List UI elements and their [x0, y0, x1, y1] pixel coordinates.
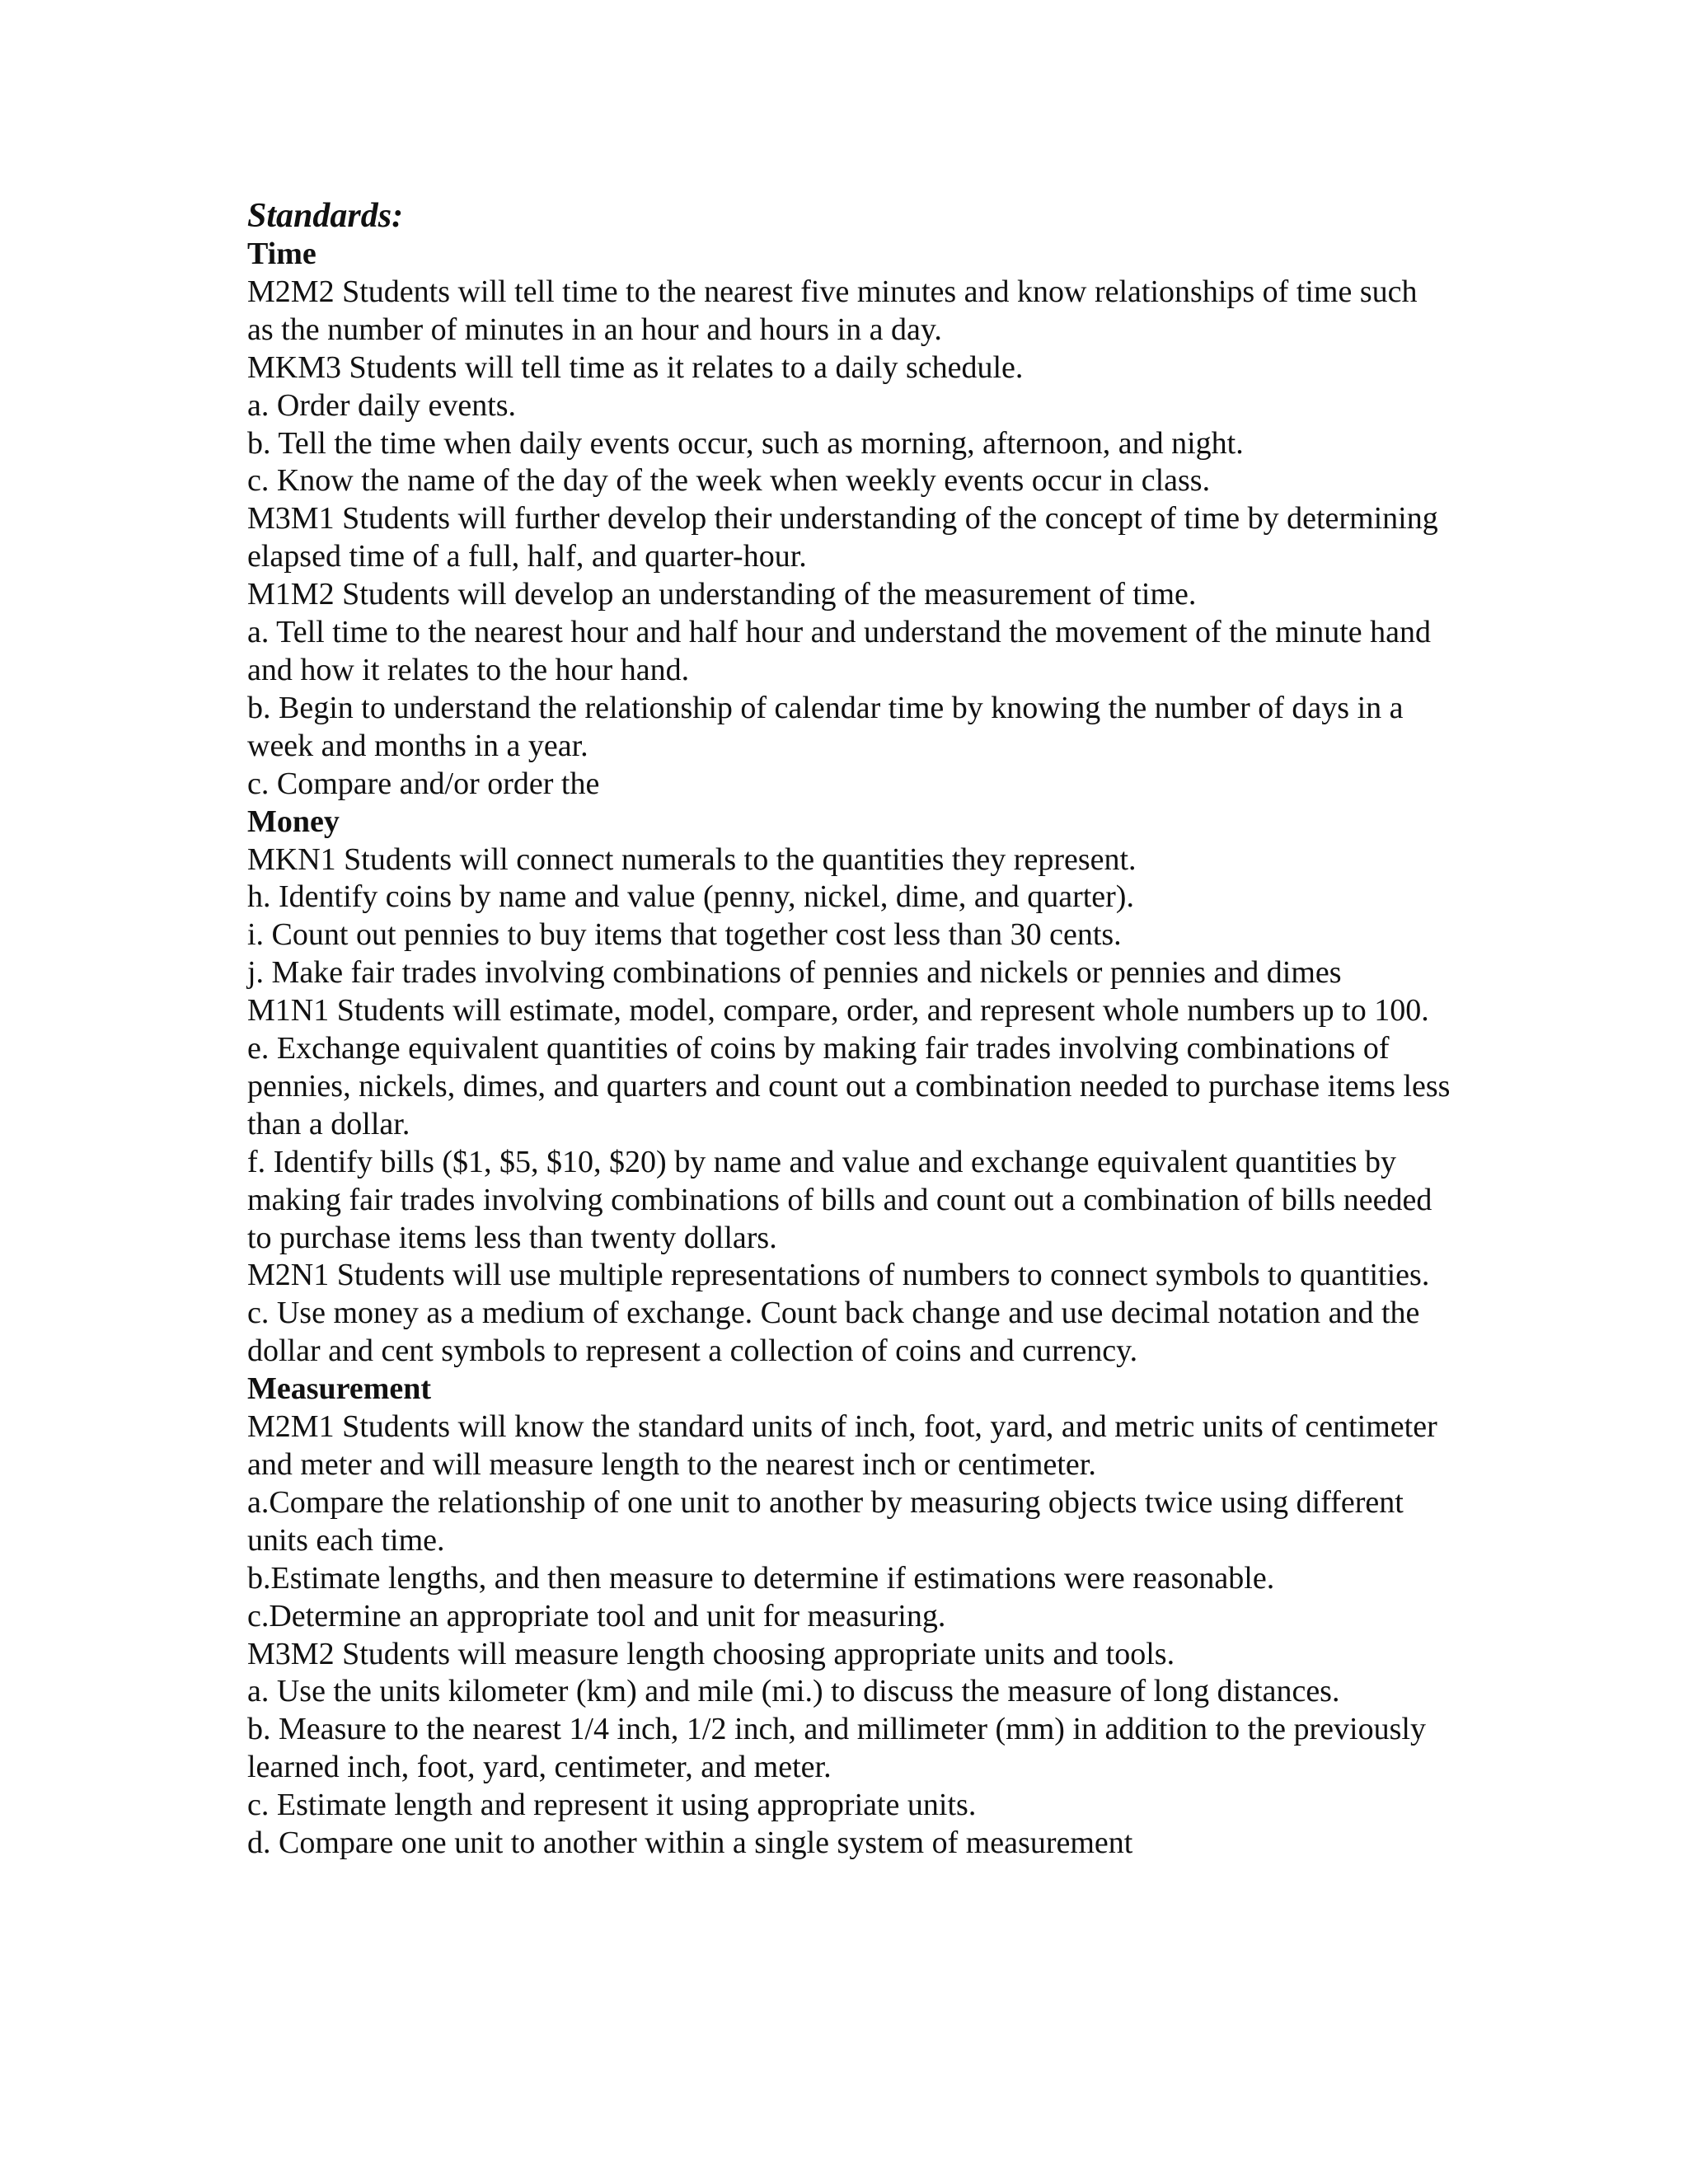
- standard-line: b. Measure to the nearest 1/4 inch, 1/2 inch, and millimeter (mm) in addition to the previously learned inch, foot, yard, centimeter, and meter.: [247, 1712, 1426, 1785]
- standard-line: M3M1 Students will further develop their understanding of the concept of time by determining elapsed time of a full, half, and quarter-hour.: [247, 501, 1438, 574]
- standard-line: M1M2 Students will develop an understanding of the measurement of time.: [247, 577, 1197, 612]
- section-heading-time: Time: [247, 237, 316, 271]
- standard-line: M2M1 Students will know the standard units of inch, foot, yard, and metric units of centimeter and meter and will measure length to the nearest inch or centimeter.: [247, 1409, 1437, 1482]
- standard-line: f. Identify bills ($1, $5, $10, $20) by name and value and exchange equivalent quantities by making fair trades involving combinations of bills and count out a combination of bills needed to purchase items less than twenty dollars.: [247, 1144, 1432, 1255]
- standard-line: a.Compare the relationship of one unit to another by measuring objects twice using different units each time.: [247, 1484, 1404, 1558]
- standard-line: M2N1 Students will use multiple representations of numbers to connect symbols to quantities.: [247, 1258, 1430, 1293]
- standard-line: M3M2 Students will measure length choosing appropriate units and tools.: [247, 1636, 1175, 1671]
- standard-line: a. Order daily events.: [247, 387, 517, 423]
- standard-line: j. Make fair trades involving combinations of pennies and nickels or pennies and dimes: [247, 955, 1342, 991]
- section-money: [247, 804, 1451, 1371]
- section-measurement: [247, 1371, 1451, 1863]
- standard-line: b. Begin to understand the relationship of calendar time by knowing the number of days in a week and months in a year.: [247, 690, 1404, 763]
- standard-line: i. Count out pennies to buy items that together cost less than 30 cents.: [247, 917, 1122, 953]
- standard-line: a. Use the units kilometer (km) and mile (mi.) to discuss the measure of long distances.: [247, 1674, 1340, 1709]
- standard-line: MKN1 Students will connect numerals to the quantities they represent.: [247, 841, 1137, 877]
- section-heading-measurement: Measurement: [247, 1371, 432, 1407]
- standard-line: c. Compare and/or order the: [247, 766, 600, 801]
- standard-line: MKM3 Students will tell time as it relates to a daily schedule.: [247, 349, 1024, 385]
- standard-line: c. Estimate length and represent it using appropriate units.: [247, 1788, 977, 1823]
- standard-line: b. Tell the time when daily events occur, such as morning, afternoon, and night.: [247, 425, 1244, 461]
- standard-line: c. Use money as a medium of exchange. Count back change and use decimal notation and the dollar and cent symbols to represent a collection of coins and currency.: [247, 1296, 1420, 1369]
- standard-line: c. Know the name of the day of the week when weekly events occur in class.: [247, 463, 1211, 499]
- document-body: [247, 196, 1451, 1863]
- standard-line: M2M2 Students will tell time to the nearest five minutes and know relationships of time such as the number of minutes in an hour and hours in a day.: [247, 274, 1418, 347]
- standard-line: c.Determine an appropriate tool and unit for measuring.: [247, 1598, 946, 1633]
- standard-line: b.Estimate lengths, and then measure to determine if estimations were reasonable.: [247, 1560, 1275, 1596]
- standard-line: d. Compare one unit to another within a single system of measurement: [247, 1825, 1133, 1861]
- section-time: [247, 236, 1451, 804]
- standard-line: h. Identify coins by name and value (penny, nickel, dime, and quarter).: [247, 879, 1134, 915]
- standard-line: M1N1 Students will estimate, model, compare, order, and represent whole numbers up to 100.: [247, 993, 1429, 1029]
- standard-line: a. Tell time to the nearest hour and half hour and understand the movement of the minute hand and how it relates to the hour hand.: [247, 615, 1432, 687]
- section-heading-money: Money: [247, 804, 340, 839]
- document-title: Standards:: [247, 197, 404, 235]
- standard-line: e. Exchange equivalent quantities of coins by making fair trades involving combinations of pennies, nickels, dimes, and quarters and count out a combination needed to purchase items less than a dollar.: [247, 1031, 1451, 1141]
